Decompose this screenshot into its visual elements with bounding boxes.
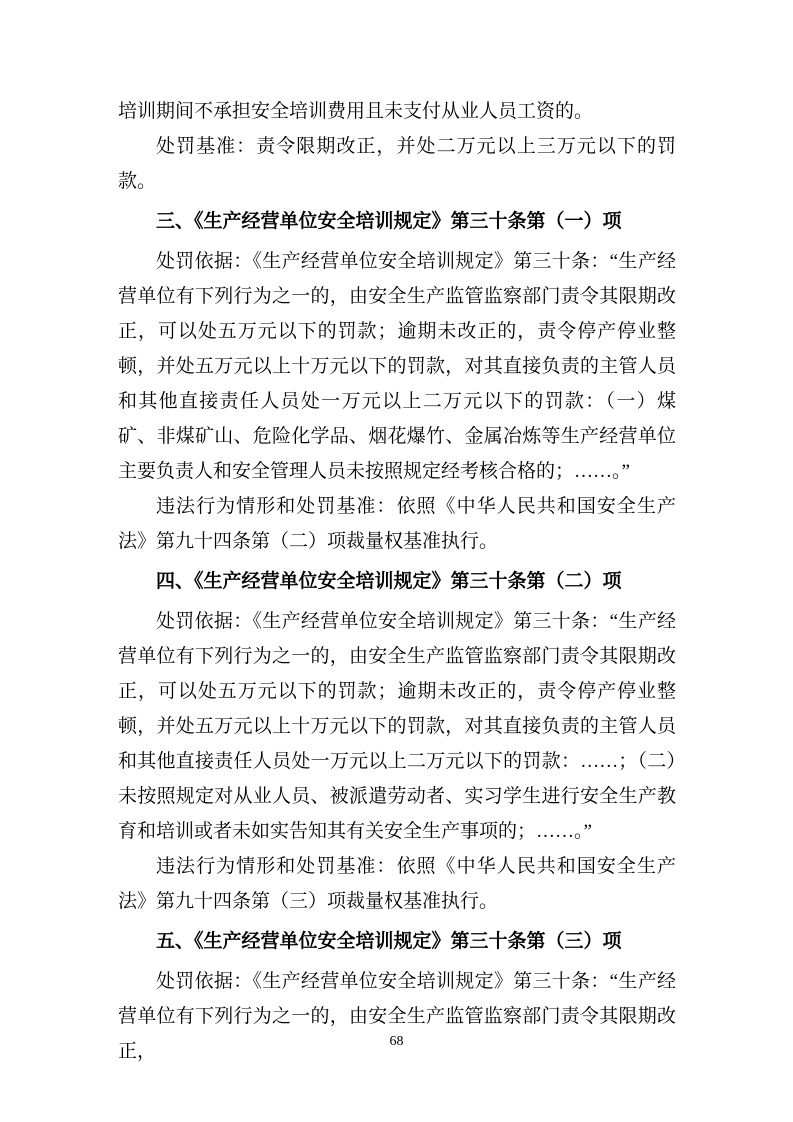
section-heading: 四、《生产经营单位安全培训规定》第三十条第（二）项: [156, 571, 622, 592]
document-content: [118, 94, 676, 1069]
page-number: 68: [389, 1034, 404, 1049]
section-heading: 五、《生产经营单位安全培训规定》第三十条第（三）项: [156, 931, 622, 952]
section-heading: 三、《生产经营单位安全培训规定》第三十条第（一）项: [156, 211, 622, 232]
paragraph: 处罚依据：《生产经营单位安全培训规定》第三十条：“生产经营单位有下列行为之一的，由安全生产监管监察部门责令其限期改正，可以处五万元以下的罚款；逾期未改正的，责令停产停业整顿，并处五万元以上十万元以下的罚款，对其直接负责的主管人员和其他直接责任人员处一万元以上二万元以下的罚款：（一）煤矿、非煤矿山、危险化学品、烟花爆竹、金属冶炼等生产经营单位主要负责人和安全管理人员未按照规定经考核合格的；……。”: [118, 251, 676, 482]
paragraph: 处罚依据：《生产经营单位安全培训规定》第三十条：“生产经营单位有下列行为之一的，由安全生产监管监察部门责令其限期改正，可以处五万元以下的罚款；逾期未改正的，责令停产停业整顿，并处五万元以上十万元以下的罚款，对其直接负责的主管人员和其他直接责任人员处一万元以上二万元以下的罚款：……；（二）未按照规定对从业人员、被派遣劳动者、实习学生进行安全生产教育和培训或者未如实告知其有关安全生产事项的；……。”: [118, 611, 676, 842]
paragraph: 处罚基准：责令限期改正，并处二万元以上三万元以下的罚款。: [118, 136, 676, 192]
paragraph: 培训期间不承担安全培训费用且未支付从业人员工资的。: [118, 101, 594, 122]
paragraph: 违法行为情形和处罚基准：依照《中华人民共和国安全生产法》第九十四条第（三）项裁量权基准执行。: [118, 856, 676, 912]
paragraph: 处罚依据：《生产经营单位安全培训规定》第三十条：“生产经营单位有下列行为之一的，由安全生产监管监察部门责令其限期改正，: [118, 971, 676, 1062]
paragraph: 违法行为情形和处罚基准：依照《中华人民共和国安全生产法》第九十四条第（二）项裁量权基准执行。: [118, 496, 676, 552]
